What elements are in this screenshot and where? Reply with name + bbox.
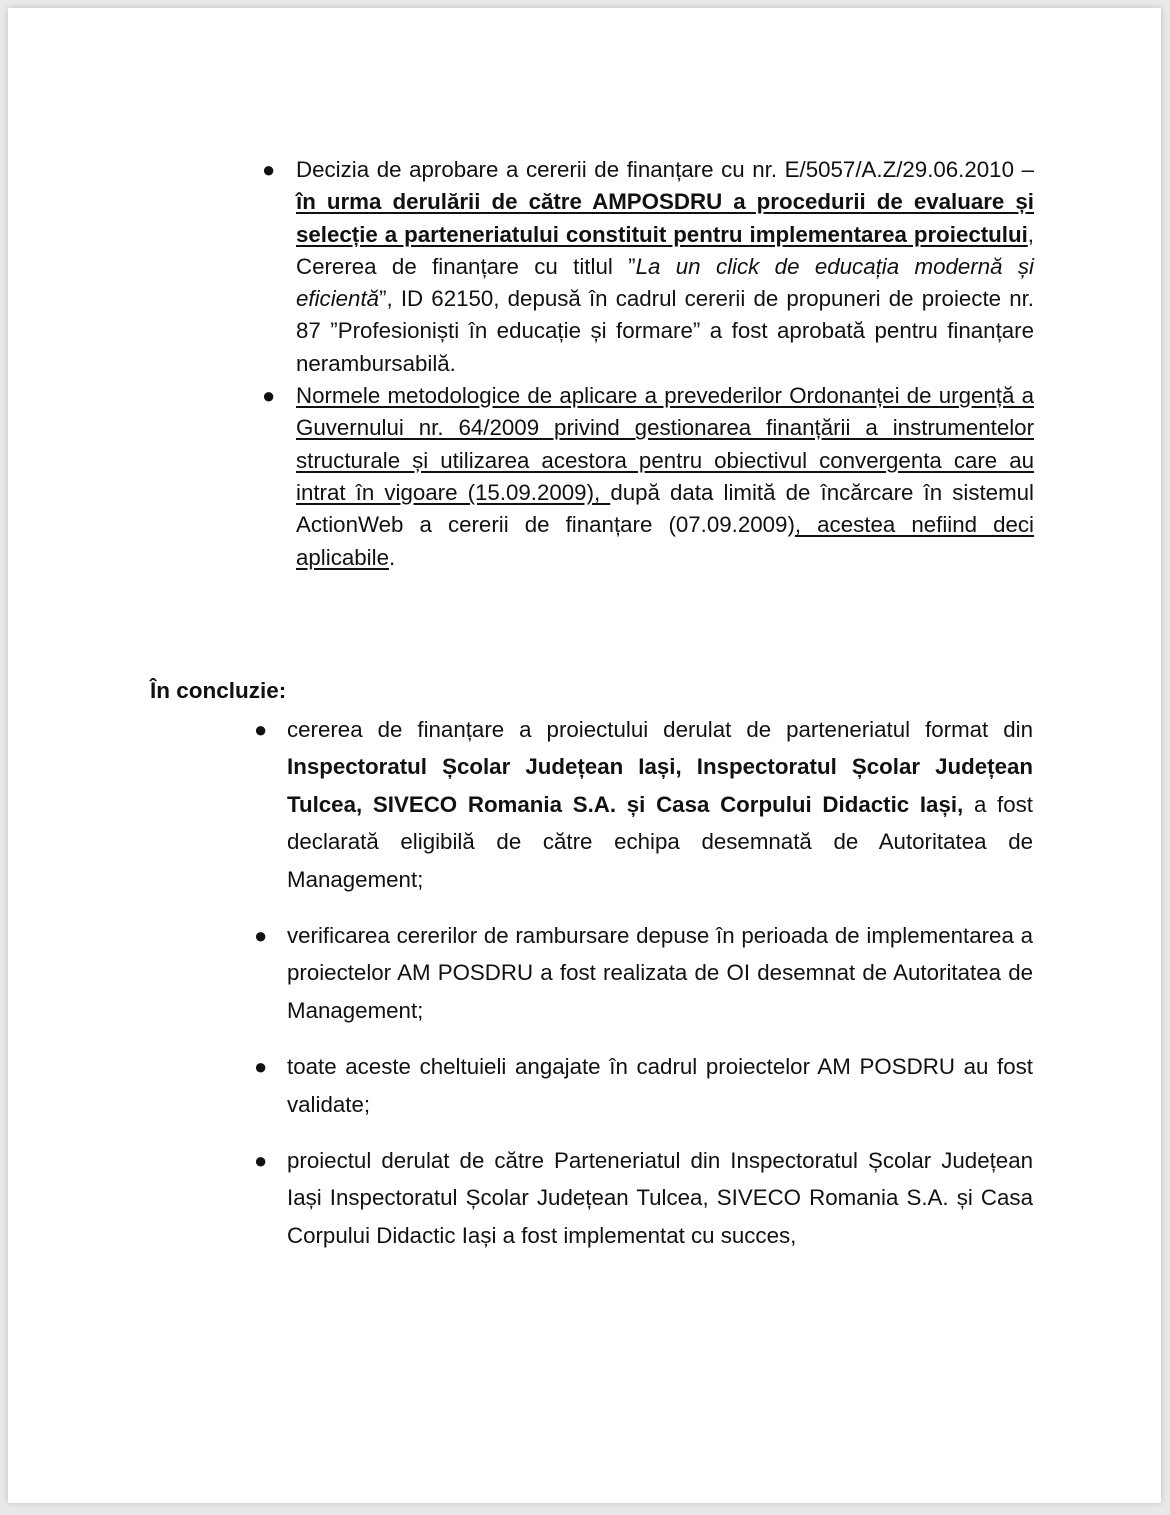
eligibility-text-intro: cererea de finanțare a proiectului derulat de parteneriatul format din [287, 717, 1033, 742]
list-item-verification [248, 917, 1033, 1029]
validation-text: toate aceste cheltuieli angajate în cadrul proiectelor AM POSDRU au fost validate; [287, 1054, 1033, 1117]
list-item-norms [258, 380, 1034, 574]
conclusion-list [248, 711, 1033, 1273]
project-title: La un click de educația modernă și eficientă [296, 253, 1034, 312]
verification-text: verificarea cererilor de rambursare depuse în perioada de implementarea a proiectelor AM POSDRU a fost realizata de OI desemnat de Autoritatea de Management; [287, 923, 1033, 1023]
bullet-icon: ● [254, 1054, 268, 1080]
bullet-icon: ● [254, 717, 268, 742]
norms-text-underlined: Normele metodologice de aplicare a prevederilor Ordonanței de urgență a Guvernului nr. 64/2009 privind gestionarea finanțării a instrumentelor structurale și utilizarea acestora pentru obiectivul convergenta care au intrat în vigoare (15.09.2009), [296, 383, 1034, 505]
document-page [8, 8, 1161, 1503]
norms-text-conclusion: , acestea nefiind deci aplicabile [296, 512, 1034, 570]
partners-list: Inspectoratul Școlar Județean Iași, Inspectoratul Școlar Județean Tulcea, SIVECO Romania S.A. și Casa Corpului Didactic Iași, [287, 754, 1033, 817]
bullet-icon: ● [262, 157, 276, 182]
norms-text-middle: după data limită de încărcare în sistemul ActionWeb a cererii de finanțare (07.09.2009) [296, 479, 1035, 538]
decision-text-middle: , Cererea de finanțare cu titlul ” [296, 221, 1034, 279]
list-item-decision [258, 154, 1034, 380]
bullet-icon: ● [254, 1148, 268, 1174]
conclusion-heading: În concluzie: [150, 678, 287, 703]
decision-list [258, 154, 1034, 574]
list-item-validation [248, 1048, 1033, 1123]
bullet-icon: ● [254, 923, 268, 949]
bullet-icon: ● [262, 383, 276, 409]
eligibility-text-end: a fost declarată eligibilă de către echipa desemnată de Autoritatea de Management; [287, 791, 1033, 892]
list-item-success [248, 1142, 1033, 1254]
success-text: proiectul derulat de către Parteneriatul din Inspectoratul Școlar Județean Iași Inspectoratul Școlar Județean Tulcea, SIVECO Romania S.A. și Casa Corpului Didactic Iași a fost implementat cu succes, [287, 1148, 1033, 1248]
decision-text-end: ”, ID 62150, depusă în cadrul cererii de propuneri de proiecte nr. 87 ”Profesioniști în educație și formare” a fost aprobată pentru finanțare nerambursabilă. [296, 286, 1034, 376]
norms-text-period: . [388, 544, 396, 570]
decision-text-intro: Decizia de aprobare a cererii de finanțare cu nr. E/5057/A.Z/29.06.2010 – [296, 157, 1034, 182]
list-item-eligibility [248, 711, 1033, 898]
decision-text-underlined: în urma derulării de către AMPOSDRU a procedurii de evaluare și selecție a parteneriatului constituit pentru implementarea proiectului [296, 189, 1034, 247]
